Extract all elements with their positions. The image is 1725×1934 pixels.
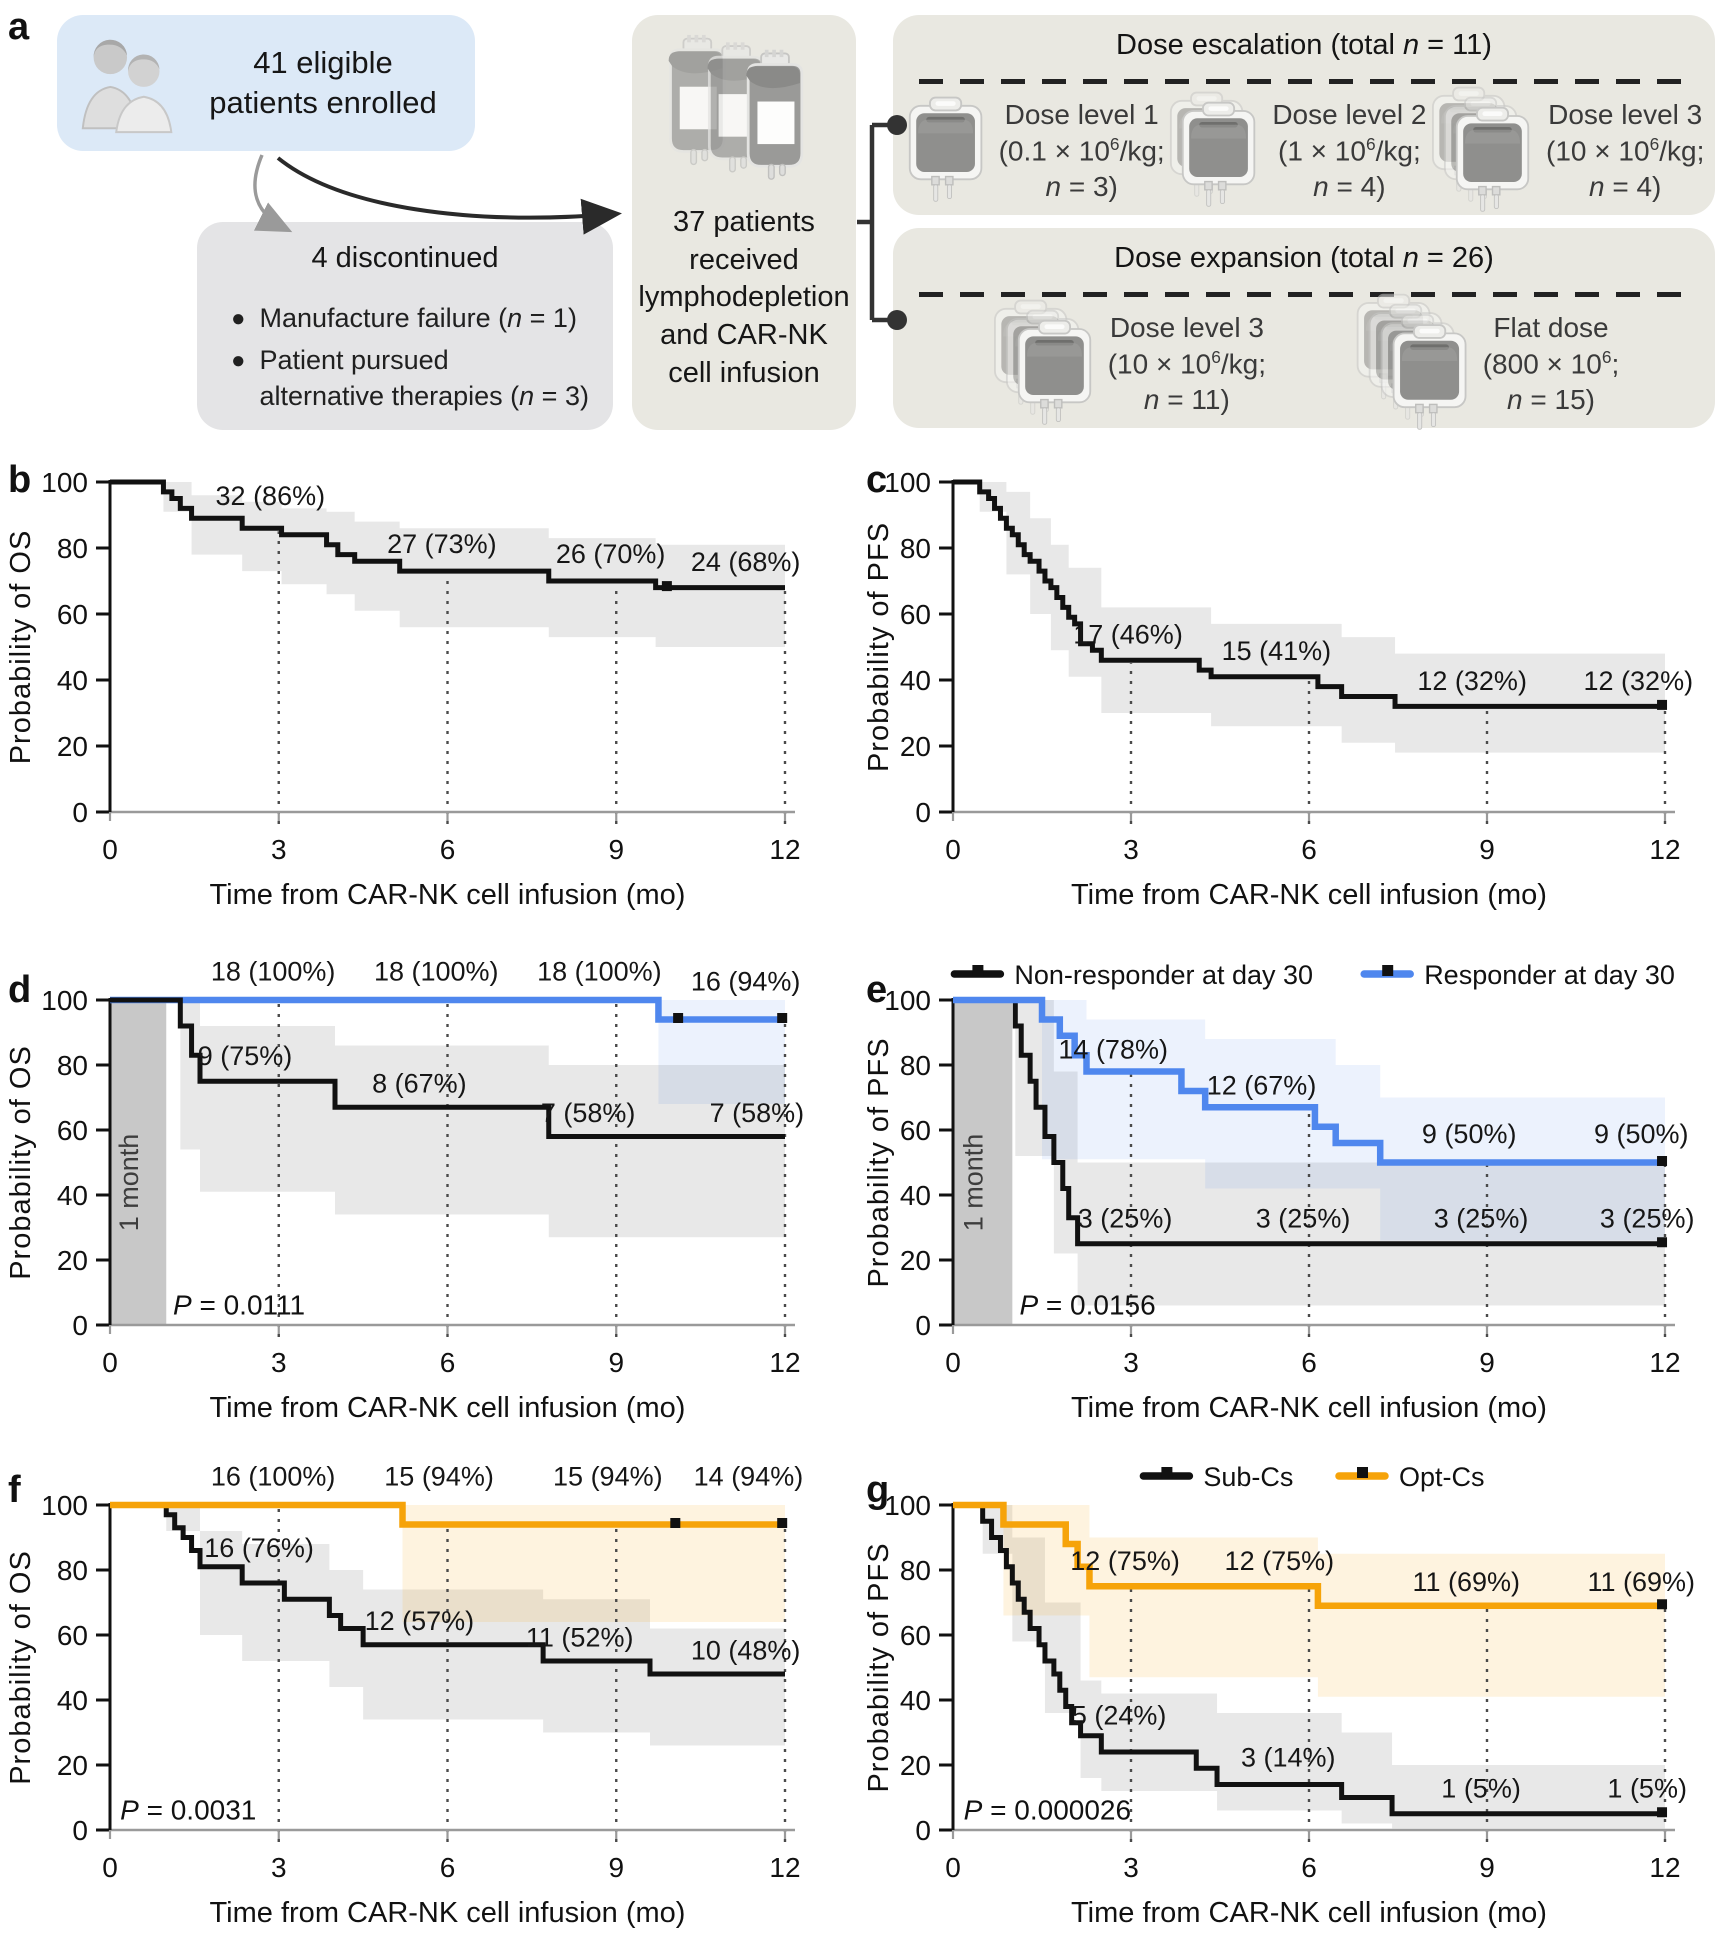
data-label: 9 (50%) (1593, 1119, 1689, 1149)
data-label: 3 (25%) (1255, 1203, 1351, 1234)
panel-label-g: g (866, 1469, 890, 1511)
data-label: 3 (25%) (1077, 1203, 1173, 1234)
data-label: 7 (58%) (540, 1097, 636, 1128)
y-tick-label: 80 (899, 1555, 931, 1586)
bullet-icon: ● (231, 347, 246, 374)
x-tick-label: 0 (945, 1347, 961, 1378)
x-tick-label: 9 (1479, 834, 1495, 865)
bullet-text: Patient pursued alternative therapies (n = 3) (259, 345, 589, 411)
data-label: 12 (75%) (1070, 1546, 1180, 1576)
data-label: 11 (52%) (525, 1622, 634, 1653)
patients-icon (71, 31, 189, 135)
iv-bag-icon (904, 93, 989, 205)
km-chart-b (0, 440, 845, 945)
x-tick-label: 6 (439, 1347, 456, 1378)
x-tick-label: 6 (439, 1852, 456, 1883)
discontinued-box (197, 222, 613, 430)
y-tick-label: 100 (41, 1490, 88, 1521)
x-axis-title: Time from CAR-NK cell infusion (mo) (1071, 879, 1547, 911)
iv-bag-icon (652, 29, 837, 187)
data-label: 26 (70%) (555, 538, 666, 569)
data-label: 18 (100%) (537, 956, 662, 987)
iv-bag-icon (1427, 83, 1536, 215)
y-tick-label: 0 (915, 1815, 931, 1846)
dose-item (1352, 290, 1620, 438)
censor-mark (1657, 1599, 1667, 1609)
x-tick-label: 0 (945, 834, 961, 865)
dose-item (1427, 83, 1704, 220)
y-tick-label: 60 (899, 1620, 931, 1651)
p-value: P = 0.000026 (963, 1794, 1132, 1826)
legend-censor-icon (972, 965, 983, 976)
x-tick-label: 0 (102, 1852, 118, 1883)
x-axis-title: Time from CAR-NK cell infusion (mo) (209, 879, 686, 911)
y-tick-label: 20 (56, 1245, 88, 1276)
iv-bag-stack-icon (1427, 83, 1536, 220)
legend-censor-icon (1357, 1467, 1368, 1478)
dose-escalation-box (893, 15, 1715, 215)
x-tick-label: 0 (945, 1852, 961, 1883)
data-label: 8 (67%) (372, 1068, 467, 1099)
dose-item-label: Flat dose ($800 \times 10^6$; n = 15) (1482, 312, 1620, 416)
x-tick-label: 3 (270, 1347, 287, 1378)
y-tick-label: 60 (56, 1620, 88, 1651)
censor-mark (673, 1013, 683, 1023)
y-tick-label: 80 (56, 1555, 88, 1586)
iv-bag-icon (1165, 88, 1262, 210)
x-tick-label: 9 (608, 834, 625, 865)
x-tick-label: 9 (1479, 1347, 1495, 1378)
data-label: 15 (94%) (553, 1461, 663, 1492)
censor-mark (670, 1518, 680, 1528)
censor-mark (662, 581, 672, 591)
x-tick-label: 12 (769, 834, 801, 865)
data-label: 14 (94%) (693, 1461, 804, 1492)
x-tick-label: 12 (769, 1347, 801, 1378)
x-axis-title: Time from CAR-NK cell infusion (mo) (1071, 1897, 1547, 1929)
dose-escalation-title: Dose escalation (total n = 11) (1116, 29, 1492, 61)
dose-item-label: Dose level 1 ($0.1 \times 10^6/kg$; n = 3) (998, 99, 1165, 203)
data-label: 3 (25%) (1433, 1203, 1529, 1234)
y-tick-label: 20 (56, 1750, 88, 1781)
data-label: 15 (41%) (1221, 636, 1332, 667)
censor-mark (1657, 1237, 1667, 1247)
one-month-label: 1 month (958, 1133, 989, 1232)
panel-label-c: c (866, 459, 888, 501)
infusion-box (632, 15, 856, 430)
iv-bag-stack-icon (1165, 88, 1262, 215)
x-tick-label: 3 (1123, 1852, 1139, 1883)
censor-mark (777, 1013, 787, 1023)
iv-bag-stack-icon (989, 296, 1098, 433)
x-tick-label: 9 (608, 1347, 625, 1378)
y-axis-title: Probability of PFS (863, 521, 895, 773)
km-chart-d (0, 950, 845, 1450)
bullet-item (231, 301, 613, 337)
y-axis-title: Probability of OS (5, 1550, 37, 1785)
p-value: P = 0.0031 (120, 1794, 257, 1826)
data-label: 12 (57%) (364, 1606, 475, 1637)
data-label: 5 (24%) (1071, 1700, 1167, 1731)
ci-band (1003, 1505, 1665, 1697)
p-value: P = 0.0111 (173, 1289, 306, 1321)
data-label: 12 (32%) (1417, 665, 1527, 696)
y-tick-label: 60 (899, 599, 931, 630)
km-chart-c (858, 440, 1725, 945)
data-label: 3 (25%) (1599, 1203, 1695, 1234)
data-label: 9 (50%) (1421, 1119, 1517, 1149)
censor-mark (1657, 1156, 1667, 1166)
y-tick-label: 0 (72, 1815, 88, 1846)
panel-label-d: d (8, 969, 32, 1011)
y-tick-label: 20 (56, 731, 88, 762)
infusion-text: 37 patients received lymphodepletion and CAR-NK cell infusion (638, 206, 850, 389)
panel-label-b: b (8, 459, 32, 501)
dose-expansion-box (893, 228, 1715, 428)
y-tick-label: 0 (915, 797, 931, 828)
y-tick-label: 40 (899, 1180, 931, 1211)
one-month-label: 1 month (114, 1133, 145, 1232)
km-chart-f (0, 1450, 845, 1934)
iv-bag-icon (1352, 290, 1473, 433)
x-tick-label: 12 (1649, 1852, 1681, 1883)
iv-bag-stack-icon (1352, 290, 1473, 438)
x-tick-label: 6 (1301, 1852, 1317, 1883)
y-axis-title: Probability of PFS (863, 1542, 895, 1793)
censor-mark (1657, 700, 1667, 710)
y-tick-label: 100 (884, 1490, 931, 1521)
data-label: 12 (67%) (1206, 1070, 1317, 1101)
data-label: 17 (46%) (1073, 619, 1183, 650)
y-axis-title: Probability of OS (5, 1045, 37, 1280)
y-tick-label: 100 (884, 467, 931, 498)
x-tick-label: 9 (1479, 1852, 1495, 1883)
bullet-icon: ● (231, 305, 246, 332)
data-label: 12 (75%) (1224, 1546, 1335, 1576)
y-tick-label: 60 (56, 599, 88, 630)
data-label: 7 (58%) (709, 1097, 805, 1128)
data-label: 9 (75%) (197, 1041, 293, 1071)
data-label: 14 (78%) (1058, 1034, 1168, 1065)
y-axis-title: Probability of PFS (863, 1037, 895, 1288)
y-tick-label: 40 (899, 665, 931, 696)
x-tick-label: 3 (270, 1852, 287, 1883)
y-tick-label: 100 (884, 985, 931, 1016)
dose-item (989, 296, 1266, 433)
data-label: 11 (69%) (1412, 1567, 1521, 1598)
legend-censor-icon (1382, 965, 1393, 976)
bullet-item (231, 343, 613, 414)
data-label: 16 (94%) (690, 966, 801, 997)
iv-bag-icon (989, 296, 1098, 428)
arrow-to-discontinued (255, 155, 286, 229)
dose-expansion-items (903, 306, 1705, 422)
data-label: 3 (14%) (1240, 1742, 1336, 1773)
x-tick-label: 3 (1123, 1347, 1139, 1378)
km-chart-g (858, 1450, 1725, 1934)
x-axis-title: Time from CAR-NK cell infusion (mo) (1071, 1392, 1547, 1424)
data-label: 12 (32%) (1583, 665, 1694, 696)
y-tick-label: 0 (72, 1310, 88, 1341)
km-chart-e (858, 950, 1725, 1450)
bullet-text: Manufacture failure (n = 1) (259, 303, 577, 333)
data-label: 15 (94%) (384, 1461, 494, 1492)
y-tick-label: 0 (915, 1310, 931, 1341)
y-tick-label: 60 (56, 1115, 88, 1146)
legend-censor-icon (1161, 1467, 1172, 1478)
y-tick-label: 40 (899, 1685, 931, 1716)
iv-bag-stack-icon (904, 93, 989, 210)
enrolled-text: 41 eligible patients enrolled (209, 44, 437, 120)
split-connector (857, 125, 888, 320)
data-label: 24 (68%) (690, 547, 801, 578)
y-tick-label: 40 (56, 1180, 88, 1211)
x-tick-label: 6 (439, 834, 456, 865)
panel-label-a: a (8, 6, 30, 48)
dose-expansion-title: Dose expansion (total n = 26) (1114, 242, 1494, 274)
y-tick-label: 60 (899, 1115, 931, 1146)
x-tick-label: 3 (270, 834, 287, 865)
dose-item-label: Dose level 2 ($1 \times 10^6/kg$; n = 4) (1272, 99, 1427, 203)
x-tick-label: 12 (1649, 1347, 1681, 1378)
y-tick-label: 80 (56, 533, 88, 564)
x-tick-label: 6 (1301, 834, 1317, 865)
y-tick-label: 40 (56, 1685, 88, 1716)
data-label: 10 (48%) (690, 1635, 801, 1666)
y-tick-label: 20 (899, 1245, 931, 1276)
discontinued-title: 4 discontinued (311, 242, 499, 274)
data-label: 1 (5%) (1607, 1773, 1687, 1804)
y-axis-title: Probability of OS (5, 529, 37, 765)
y-tick-label: 80 (899, 1050, 931, 1081)
ci-band (980, 482, 1665, 753)
legend-label: Responder at day 30 (1424, 960, 1675, 990)
x-tick-label: 0 (102, 834, 118, 865)
discontinued-bullets (231, 301, 613, 414)
censor-mark (777, 1518, 787, 1528)
y-tick-label: 20 (899, 1750, 931, 1781)
panel-label-e: e (866, 969, 888, 1011)
data-label: 32 (86%) (215, 481, 326, 512)
x-axis-title: Time from CAR-NK cell infusion (mo) (209, 1392, 686, 1424)
data-label: 27 (73%) (387, 528, 497, 559)
data-label: 16 (76%) (204, 1533, 314, 1563)
y-tick-label: 100 (41, 985, 88, 1016)
dose-item-label: Dose level 3 ($10 \times 10^6/kg$; n = 4) (1546, 99, 1705, 203)
x-tick-label: 12 (1649, 834, 1681, 865)
censor-mark (1657, 1807, 1667, 1817)
panel-label-f: f (8, 1469, 21, 1511)
y-tick-label: 100 (41, 467, 88, 498)
y-tick-label: 0 (72, 797, 88, 828)
data-label: 18 (100%) (373, 956, 499, 987)
data-label: 1 (5%) (1441, 1773, 1521, 1804)
legend-label: Sub-Cs (1203, 1462, 1294, 1492)
dose-item (904, 93, 1165, 210)
arrow-to-infusion (278, 158, 614, 218)
dose-item (1165, 88, 1426, 215)
x-axis-title: Time from CAR-NK cell infusion (mo) (209, 1897, 686, 1929)
data-label: 11 (69%) (1587, 1567, 1696, 1598)
y-tick-label: 20 (899, 731, 931, 762)
dose-escalation-items (903, 93, 1705, 209)
dose-item-label: Dose level 3 ($10 \times 10^6/kg$; n = 11) (1107, 312, 1267, 416)
y-tick-label: 40 (56, 665, 88, 696)
x-tick-label: 0 (102, 1347, 118, 1378)
data-label: 16 (100%) (210, 1461, 336, 1492)
p-value: P = 0.0156 (1019, 1289, 1156, 1321)
x-tick-label: 9 (608, 1852, 625, 1883)
legend-label: Non-responder at day 30 (1014, 960, 1314, 990)
x-tick-label: 12 (769, 1852, 801, 1883)
data-label: 18 (100%) (210, 956, 336, 987)
y-tick-label: 80 (56, 1050, 88, 1081)
iv-bag-stack-icon (652, 29, 837, 192)
legend-label: Opt-Cs (1399, 1462, 1485, 1492)
x-tick-label: 6 (1301, 1347, 1317, 1378)
y-tick-label: 80 (899, 533, 931, 564)
enrolled-patients-box (57, 15, 475, 151)
x-tick-label: 3 (1123, 834, 1139, 865)
